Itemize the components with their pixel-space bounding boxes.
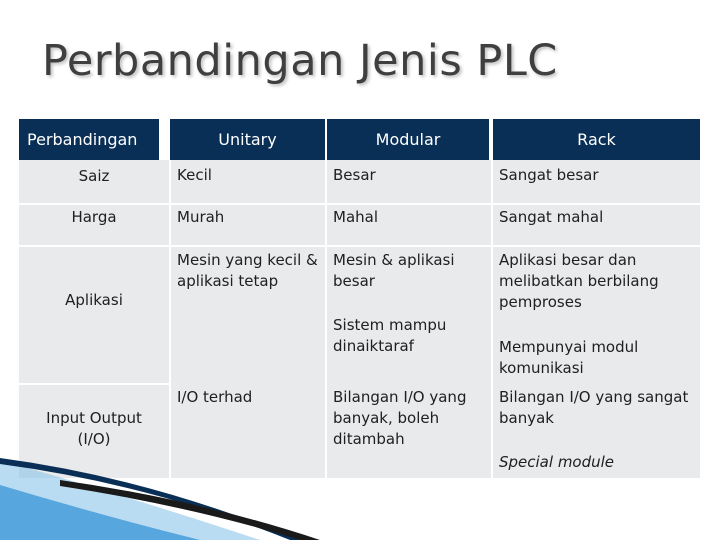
- row-label-input-output: Input Output (I/O): [29, 408, 159, 450]
- page-title: Perbandingan Jenis PLC: [42, 36, 558, 86]
- cell-io-unitary: I/O terhad: [171, 387, 321, 408]
- row-divider: [19, 245, 700, 247]
- row-label-harga: Harga: [19, 207, 169, 228]
- cell-aplikasi-rack: Aplikasi besar dan melibatkan berbilang pemproses: [493, 250, 693, 313]
- cell-aplikasi-modular: Mesin & aplikasi besar: [327, 250, 491, 292]
- cell-saiz-rack: Sangat besar: [493, 165, 698, 186]
- header-unitary: Unitary: [170, 119, 325, 160]
- row-divider: [19, 383, 170, 385]
- header-perbandingan: Perbandingan: [19, 119, 159, 160]
- cell-harga-modular: Mahal: [327, 207, 491, 228]
- header-rack: Rack: [493, 119, 700, 160]
- cell-harga-unitary: Murah: [171, 207, 325, 228]
- cell-saiz-unitary: Kecil: [171, 165, 325, 186]
- cell-saiz-modular: Besar: [327, 165, 491, 186]
- cell-io-rack: Bilangan I/O yang sangat banyak: [493, 387, 693, 429]
- comparison-table: [19, 160, 700, 478]
- row-label-aplikasi: Aplikasi: [19, 290, 169, 311]
- cell-harga-rack: Sangat mahal: [493, 207, 698, 228]
- header-modular: Modular: [327, 119, 489, 160]
- cell-io-rack-extra: Special module: [493, 452, 693, 473]
- row-label-saiz: Saiz: [19, 166, 169, 187]
- cell-io-modular: Bilangan I/O yang banyak, boleh ditambah: [327, 387, 487, 450]
- cell-aplikasi-rack-extra: Mempunyai modul komunikasi: [493, 337, 693, 379]
- cell-aplikasi-unitary: Mesin yang kecil & aplikasi tetap: [171, 250, 321, 292]
- row-divider: [19, 203, 700, 205]
- cell-aplikasi-modular-extra: Sistem mampu dinaiktaraf: [327, 315, 477, 357]
